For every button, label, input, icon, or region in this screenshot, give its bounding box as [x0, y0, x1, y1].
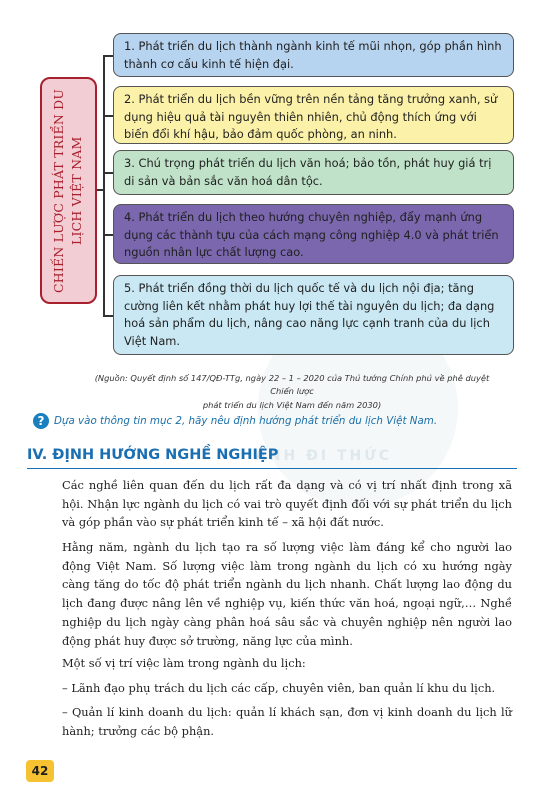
strategy-label-box: [40, 77, 97, 304]
source-citation: [82, 372, 502, 412]
paragraph: Một số vị trí việc làm trong ngành du lịch:: [62, 656, 306, 670]
page-number: 42: [26, 760, 54, 782]
connector-branch-4: [103, 234, 113, 236]
strategy-item-3: 3. Chú trọng phát triển du lịch văn hoá; bảo tồn, phát huy giá trị di sản và bản sắc văn hoá dân tộc.: [113, 150, 514, 195]
source-line-1: (Nguồn: Quyết định số 147/QĐ-TTg, ngày 22 – 1 – 2020 của Thủ tướng Chính phủ về phê duyệt Chiến lược: [94, 373, 490, 397]
strategy-item-4: 4. Phát triển du lịch theo hướng chuyên nghiệp, đẩy mạnh ứng dụng các thành tựu của cách mạng công nghiệp 4.0 và phát triển nguồn nhân lực chất lượng cao.: [113, 204, 514, 264]
connector-branch-2: [103, 115, 113, 117]
connector-branch-5: [103, 315, 113, 317]
connector-branch-1: [103, 55, 113, 57]
paragraph: Các nghề liên quan đến du lịch rất đa dạng và có vị trí nhất định trong xã hội. Nhận lực ngành du lịch có vai trò quyết định đối với sự phát triển du lịch và góp phần vào sự phát triển kinh tế – xã hội đất nước.: [62, 478, 512, 530]
strategy-item-2: 2. Phát triển du lịch bền vững trên nền tảng tăng trưởng xanh, sử dụng hiệu quả tài nguyên thiên nhiên, chủ động thích ứng với biến đổi khí hậu, bảo đảm quốc phòng, an ninh.: [113, 86, 514, 144]
strategy-item-5: 5. Phát triển đồng thời du lịch quốc tế và du lịch nội địa; tăng cường liên kết nhằm phát huy lợi thế tài nguyên du lịch; đa dạng hoá sản phẩm du lịch, nâng cao năng lực cạnh tranh của du lịch Việt Nam.: [113, 275, 514, 355]
connector-branch-3: [103, 172, 113, 174]
question-icon: ?: [33, 413, 49, 429]
source-line-2: phát triển du lịch Việt Nam đến năm 2030): [202, 399, 382, 410]
watermark-text: ÁNH ĐI THỨC: [255, 448, 393, 464]
list-item: – Lãnh đạo phụ trách du lịch các cấp, chuyên viên, ban quản lí khu du lịch.: [62, 681, 496, 695]
question-prompt: [33, 413, 513, 429]
heading-divider: [27, 468, 517, 469]
list-item: – Quản lí kinh doanh du lịch: quản lí khách sạn, đơn vị kinh doanh du lịch lữ hành; trưởng các bộ phận.: [62, 705, 512, 738]
strategy-item-1: 1. Phát triển du lịch thành ngành kinh tế mũi nhọn, góp phần hình thành cơ cấu kinh tế hiện đại.: [113, 33, 514, 77]
section-heading: IV. ĐỊNH HƯỚNG NGHỀ NGHIỆP: [27, 447, 279, 463]
connector-spine: [103, 55, 105, 316]
question-text: Dựa vào thông tin mục 2, hãy nêu định hướng phát triển du lịch Việt Nam.: [54, 415, 438, 427]
strategy-label: CHIẾN LƯỢC PHÁT TRIỂN DU LỊCH VIỆT NAM: [51, 88, 85, 293]
paragraph: Hằng năm, ngành du lịch tạo ra số lượng việc làm đáng kể cho người lao động Việt Nam. Số lượng việc làm trong ngành du lịch có xu hướng ngày càng tăng do tốc độ phát triển ngành du lịch nhanh. Chất lượng lao động du lịch đang được nâng lên về nghiệp vụ, kiến thức văn hoá, ngoại ngữ,… Nghề nghiệp du lịch ngày càng phân hoá sâu sắc và chuyên nghiệp nên người lao động phát huy được sở trường, năng lực của mình.: [62, 540, 512, 648]
